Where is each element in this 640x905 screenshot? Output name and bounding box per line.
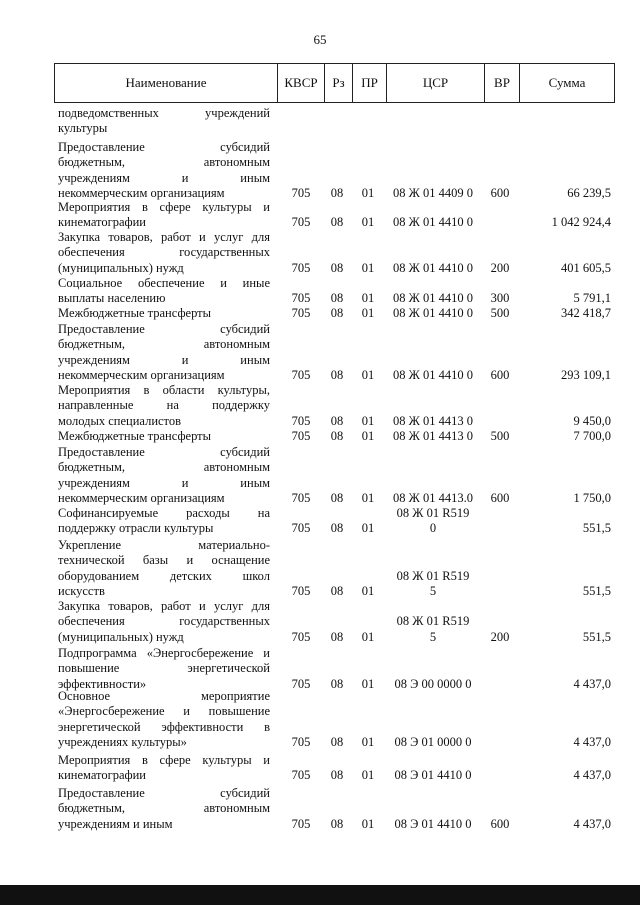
row-csr: 08 Ж 01 R519 0	[396, 505, 470, 536]
row-sum: 9 450,0	[573, 413, 611, 428]
row-name	[58, 538, 270, 600]
row-kvsr: 705	[291, 291, 311, 306]
row-csr: 08 Ж 01 4413.0	[393, 491, 473, 506]
row-vr: 300	[490, 291, 510, 306]
header-vr: ВР	[485, 64, 520, 102]
table-row	[58, 646, 611, 692]
row-name-line: бюджетным, автономным	[58, 460, 270, 475]
header-sum: Сумма	[548, 75, 586, 90]
row-name-line: обеспечения государственных	[58, 614, 270, 629]
page-number: 65	[313, 32, 327, 47]
row-kvsr: 705	[291, 215, 311, 230]
row-sum: 1 042 924,4	[551, 215, 611, 230]
row-rz: 08	[330, 260, 344, 275]
table-row	[58, 599, 611, 645]
row-name-line: Софинансируемые расходы на	[58, 506, 270, 520]
row-name-line: молодых специалистов	[58, 413, 182, 428]
row-name-line: культуры	[58, 121, 108, 136]
row-rz: 08	[330, 413, 344, 428]
row-kvsr: 705	[291, 368, 311, 383]
row-kvsr: 705	[291, 305, 311, 320]
row-vr: 600	[490, 816, 510, 831]
row-pr: 01	[361, 260, 375, 275]
row-sum: 5 791,1	[573, 291, 611, 306]
row-name-line: кинематографии	[58, 215, 147, 230]
row-name	[58, 276, 270, 307]
row-name-line: Предоставление субсидий	[58, 140, 270, 154]
row-pr: 01	[361, 428, 375, 443]
row-kvsr: 705	[291, 260, 311, 275]
table-row	[58, 753, 611, 784]
row-csr: 08 Ж 01 R519 5	[396, 614, 470, 644]
row-csr: 08 Ж 01 4410 0	[393, 215, 473, 230]
row-name-line: искусств	[58, 584, 105, 599]
row-vr: 600	[490, 491, 510, 506]
row-name-line: обеспечения государственных	[58, 245, 270, 260]
table-row	[58, 200, 611, 231]
row-name-line: кинематографии	[58, 768, 147, 783]
row-sum: 4 437,0	[573, 768, 611, 783]
row-name-line: Социальное обеспечение и иные	[58, 276, 270, 290]
row-name	[58, 689, 270, 751]
table-row	[58, 689, 611, 751]
table-row	[58, 276, 611, 307]
row-rz: 08	[330, 291, 344, 306]
row-name-line: «Энергосбережение и повышение	[58, 704, 270, 719]
row-sum: 342 418,7	[561, 305, 611, 320]
row-pr: 01	[361, 305, 375, 320]
row-name	[58, 445, 270, 507]
row-pr: 01	[361, 521, 375, 536]
row-pr: 01	[361, 676, 375, 691]
row-rz: 08	[330, 629, 344, 644]
row-csr: 08 Э 01 4410 0	[394, 816, 472, 831]
row-name-line: учреждениям и иным	[58, 475, 270, 490]
row-name-line: учреждениям и иным	[58, 170, 270, 185]
row-kvsr: 705	[291, 735, 311, 750]
row-name-line: некоммерческим организациям	[58, 368, 225, 383]
row-rz: 08	[330, 368, 344, 383]
row-sum: 293 109,1	[561, 368, 611, 383]
row-pr: 01	[361, 291, 375, 306]
row-name	[58, 506, 270, 537]
row-csr: 08 Э 01 4410 0	[394, 768, 472, 783]
row-kvsr: 705	[291, 521, 311, 536]
row-csr: 08 Ж 01 4410 0	[393, 368, 473, 383]
row-vr: 200	[490, 629, 510, 644]
row-csr: 08 Ж 01 4413 0	[393, 413, 473, 428]
row-vr: 600	[490, 368, 510, 383]
row-name-line: Мероприятия в области культуры,	[58, 383, 270, 397]
table-row	[58, 230, 611, 276]
row-name-line: Предоставление субсидий	[58, 322, 270, 336]
row-name-line: учреждениям и иным	[58, 816, 173, 831]
row-pr: 01	[361, 735, 375, 750]
row-name-line: Межбюджетные трансферты	[58, 429, 212, 443]
row-name-line: некоммерческим организациям	[58, 491, 225, 506]
scan-border	[0, 885, 640, 905]
row-pr: 01	[361, 215, 375, 230]
row-name-line: Закупка товаров, работ и услуг для	[58, 599, 270, 613]
row-kvsr: 705	[291, 584, 311, 599]
row-pr: 01	[361, 768, 375, 783]
row-csr: 08 Ж 01 4410 0	[393, 291, 473, 306]
row-sum: 7 700,0	[573, 428, 611, 443]
row-name-line: энергетической эффективности в	[58, 719, 270, 734]
header-name: Наименование	[55, 64, 278, 102]
row-name-line: Подпрограмма «Энергосбережение и	[58, 646, 270, 660]
header-kvsr: КВСР	[278, 64, 325, 102]
row-sum: 551,5	[582, 584, 611, 599]
row-kvsr: 705	[291, 491, 311, 506]
row-name-line: повышение энергетической	[58, 661, 270, 676]
row-name	[58, 429, 270, 444]
row-pr: 01	[361, 584, 375, 599]
row-sum: 4 437,0	[573, 676, 611, 691]
row-name	[58, 106, 270, 137]
row-kvsr: 705	[291, 629, 311, 644]
row-vr: 500	[490, 305, 510, 320]
row-name-line: Укрепление материально-	[58, 538, 270, 552]
row-csr: 08 Ж 01 4410 0	[393, 305, 473, 320]
row-sum: 4 437,0	[573, 816, 611, 831]
table-row	[58, 140, 611, 202]
row-pr: 01	[361, 629, 375, 644]
row-name-line: подведомственных учреждений	[58, 106, 270, 120]
row-name-line: учреждениях культуры»	[58, 735, 187, 750]
row-csr: 08 Ж 01 4413 0	[393, 428, 473, 443]
row-name-line: Мероприятия в сфере культуры и	[58, 753, 270, 767]
row-sum: 551,5	[582, 521, 611, 536]
row-name	[58, 322, 270, 384]
table-row	[58, 322, 611, 384]
row-rz: 08	[330, 735, 344, 750]
row-name	[58, 646, 270, 692]
row-kvsr: 705	[291, 413, 311, 428]
row-name-line: Основное мероприятие	[58, 689, 270, 703]
row-name	[58, 753, 270, 784]
row-name	[58, 230, 270, 276]
table-row	[58, 506, 611, 537]
row-pr: 01	[361, 413, 375, 428]
row-name-line: Закупка товаров, работ и услуг для	[58, 230, 270, 244]
row-name-line: поддержку отрасли культуры	[58, 521, 214, 536]
row-name-line: эффективности»	[58, 676, 147, 691]
row-kvsr: 705	[291, 816, 311, 831]
row-sum: 401 605,5	[561, 260, 611, 275]
row-rz: 08	[330, 186, 344, 201]
row-name	[58, 306, 270, 321]
row-name-line: выплаты населению	[58, 291, 166, 306]
row-name-line: направленные на поддержку	[58, 398, 270, 413]
table-row	[58, 106, 611, 137]
table-row	[58, 786, 611, 832]
row-name	[58, 599, 270, 645]
row-kvsr: 705	[291, 428, 311, 443]
table-row	[58, 445, 611, 507]
row-name-line: оборудованием детских школ	[58, 568, 270, 583]
table-row	[58, 383, 611, 429]
row-name-line: (муниципальных) нужд	[58, 629, 184, 644]
row-rz: 08	[330, 816, 344, 831]
row-name-line: (муниципальных) нужд	[58, 260, 184, 275]
row-rz: 08	[330, 428, 344, 443]
row-name	[58, 786, 270, 832]
row-kvsr: 705	[291, 186, 311, 201]
row-name-line: Предоставление субсидий	[58, 786, 270, 800]
row-sum: 551,5	[582, 629, 611, 644]
header-pr: ПР	[353, 64, 387, 102]
row-rz: 08	[330, 521, 344, 536]
table-header	[54, 63, 615, 103]
row-csr: 08 Э 01 0000 0	[394, 735, 472, 750]
row-kvsr: 705	[291, 676, 311, 691]
row-csr: 08 Ж 01 4410 0	[393, 260, 473, 275]
row-rz: 08	[330, 676, 344, 691]
row-name-line: Мероприятия в сфере культуры и	[58, 200, 270, 214]
row-pr: 01	[361, 368, 375, 383]
row-rz: 08	[330, 215, 344, 230]
row-name-line: бюджетным, автономным	[58, 337, 270, 352]
row-csr: 08 Э 00 0000 0	[394, 676, 472, 691]
row-pr: 01	[361, 491, 375, 506]
row-pr: 01	[361, 186, 375, 201]
row-name-line: бюджетным, автономным	[58, 155, 270, 170]
row-sum: 1 750,0	[573, 491, 611, 506]
header-csr: ЦСР	[387, 64, 485, 102]
row-rz: 08	[330, 768, 344, 783]
row-csr: 08 Ж 01 R519 5	[396, 568, 470, 599]
row-name-line: учреждениям и иным	[58, 352, 270, 367]
row-name	[58, 140, 270, 202]
table-row	[58, 538, 611, 600]
table-row	[58, 429, 611, 444]
row-name-line: бюджетным, автономным	[58, 801, 270, 816]
row-sum: 4 437,0	[573, 735, 611, 750]
row-rz: 08	[330, 491, 344, 506]
row-csr: 08 Ж 01 4409 0	[393, 186, 473, 201]
row-rz: 08	[330, 305, 344, 320]
row-name-line: технической базы и оснащение	[58, 553, 270, 568]
row-name-line: некоммерческим организациям	[58, 186, 225, 201]
row-name	[58, 200, 270, 231]
row-rz: 08	[330, 584, 344, 599]
row-name-line: Межбюджетные трансферты	[58, 306, 212, 320]
row-vr: 500	[490, 428, 510, 443]
row-name	[58, 383, 270, 429]
row-sum: 66 239,5	[567, 186, 611, 201]
row-name-line: Предоставление субсидий	[58, 445, 270, 459]
header-rz: Рз	[325, 64, 353, 102]
table-row	[58, 306, 611, 321]
row-pr: 01	[361, 816, 375, 831]
row-kvsr: 705	[291, 768, 311, 783]
row-vr: 200	[490, 260, 510, 275]
row-vr: 600	[490, 186, 510, 201]
